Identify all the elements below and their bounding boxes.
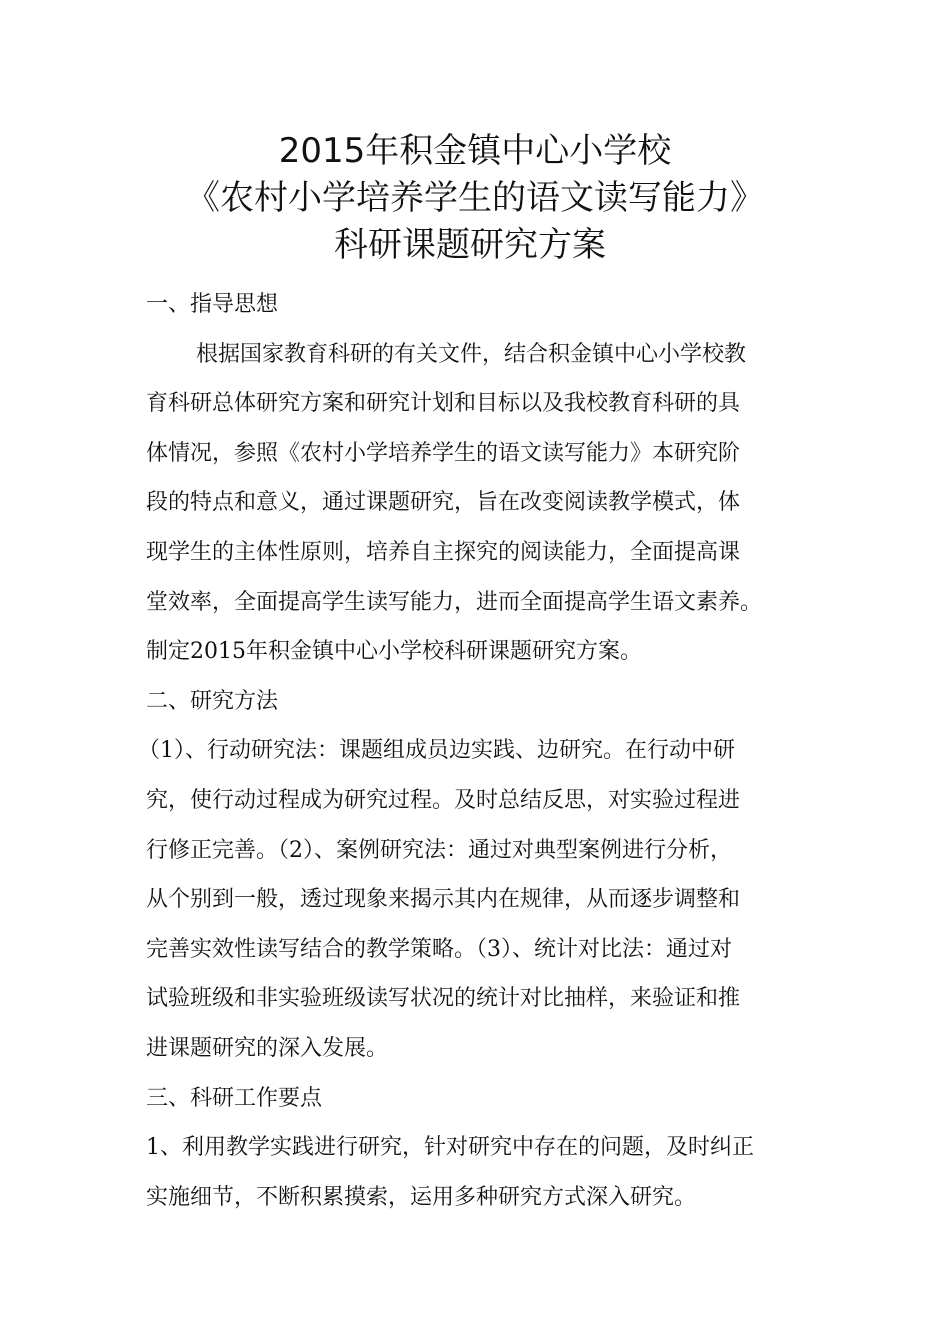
- paragraph-line: 1、利用教学实践进行研究，针对研究中存在的问题，及时纠正: [146, 1135, 754, 1161]
- paragraph-line: 现学生的主体性原则，培养自主探究的阅读能力，全面提高课: [146, 539, 741, 565]
- paragraph-line: 行修正完善。（2）、案例研究法：通过对典型案例进行分析，: [146, 837, 732, 863]
- title-line-3: 科研课题研究方案: [334, 225, 606, 265]
- paragraph-line: 从个别到一般，透过现象来揭示其内在规律，从而逐步调整和: [146, 887, 741, 913]
- title-line-1: 2015年积金镇中心小学校: [278, 131, 672, 171]
- paragraph-line: （1）、行动研究法：课题组成员边实践、边研究。在行动中研: [138, 738, 735, 764]
- paragraph-line: 制定2015年积金镇中心小学校科研课题研究方案。: [146, 639, 642, 665]
- section-heading-research-methods: 二、研究方法: [146, 688, 279, 714]
- document-body: [138, 280, 826, 1222]
- paragraph-line: 究，使行动过程成为研究过程。及时总结反思，对实验过程进: [146, 787, 741, 813]
- document-title: [0, 128, 950, 269]
- paragraph-line: 段的特点和意义，通过课题研究，旨在改变阅读教学模式，体: [146, 490, 741, 516]
- paragraph-line: 完善实效性读写结合的教学策略。（3）、统计对比法：通过对: [146, 936, 732, 962]
- title-line-2: 《农村小学培养学生的语文读写能力》: [186, 178, 764, 218]
- paragraph-line: 根据国家教育科研的有关文件，结合积金镇中心小学校教: [196, 341, 747, 367]
- paragraph-line: 育科研总体研究方案和研究计划和目标以及我校教育科研的具: [146, 391, 741, 417]
- paragraph-line: 堂效率，全面提高学生读写能力，进而全面提高学生语文素养。: [146, 589, 763, 615]
- section-heading-work-points: 三、科研工作要点: [146, 1085, 323, 1111]
- section-heading-guiding-ideology: 一、指导思想: [146, 292, 279, 317]
- paragraph-line: 试验班级和非实验班级读写状况的统计对比抽样，来验证和推: [146, 986, 741, 1012]
- paragraph-line: 体情况，参照《农村小学培养学生的语文读写能力》本研究阶: [146, 440, 741, 466]
- paragraph-line: 进课题研究的深入发展。: [146, 1035, 389, 1061]
- paragraph-line: 实施细节，不断积累摸索，运用多种研究方式深入研究。: [146, 1184, 697, 1210]
